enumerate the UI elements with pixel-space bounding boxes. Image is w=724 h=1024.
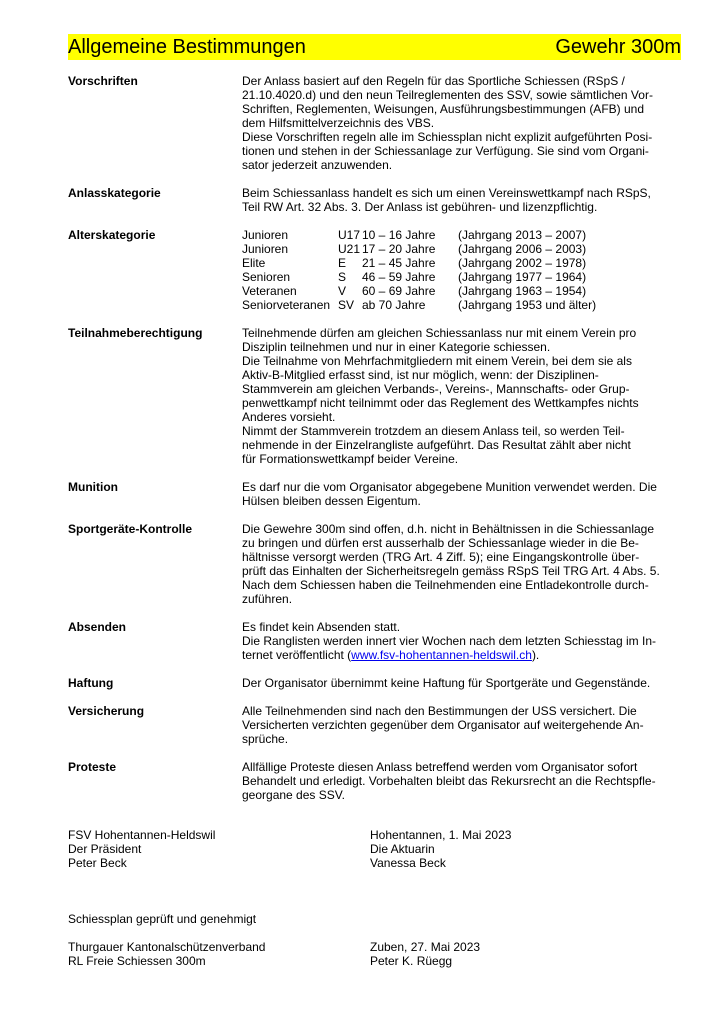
section-label: Alterskategorie bbox=[68, 228, 156, 242]
table-cell: Seniorveteranen bbox=[242, 298, 331, 312]
section-body bbox=[242, 522, 682, 606]
table-cell: (Jahrgang 2006 – 2003) bbox=[458, 242, 587, 256]
text-line: Alle Teilnehmenden sind nach den Bestimmungen der USS versichert. Die bbox=[242, 704, 637, 718]
text-line: penwettkampf nicht teilnimmt oder das Reglement des Wettkampfes nichts bbox=[242, 396, 639, 410]
text-fragment: ). bbox=[531, 648, 540, 662]
section-label: Sportgeräte-Kontrolle bbox=[68, 522, 193, 536]
signature-line: Vanessa Beck bbox=[370, 856, 446, 870]
section-label: Anlasskategorie bbox=[68, 186, 161, 200]
text-line: für Formationswettkampf beider Vereine. bbox=[242, 452, 459, 466]
table-cell: 17 – 20 Jahre bbox=[362, 242, 436, 256]
text-line: Der Organisator übernimmt keine Haftung für Sportgeräte und Gegenstände. bbox=[242, 676, 651, 690]
section-body bbox=[242, 620, 682, 662]
signature-line: Peter Beck bbox=[68, 856, 127, 870]
table-cell: S bbox=[338, 270, 347, 284]
table-cell: E bbox=[338, 256, 347, 270]
age-category-table bbox=[242, 228, 596, 312]
text-line: prüft das Einhalten der Sicherheitsregeln gemäss RSpS Teil TRG Art. 4 Abs. 5. bbox=[242, 564, 660, 578]
table-cell: Junioren bbox=[242, 228, 289, 242]
text-line: Aktiv-B-Mitglied erfasst sind, ist nur möglich, wenn: der Disziplinen- bbox=[242, 368, 599, 382]
text-line: Hülsen bleiben dessen Eigentum. bbox=[242, 494, 421, 508]
page-subtitle: Gewehr 300m bbox=[555, 36, 681, 58]
text-line: 21.10.4020.d) und den neun Teilreglementen des SSV, sowie sämtlichen Vor- bbox=[242, 88, 653, 102]
text-line: sator jederzeit anzuwenden. bbox=[242, 158, 393, 172]
table-cell: (Jahrgang 1953 und älter) bbox=[458, 298, 597, 312]
text-line: hältnisse versorgt werden (TRG Art. 4 Ziff. 5); eine Eingangskontrolle über- bbox=[242, 550, 640, 564]
text-line: Die Ranglisten werden innert vier Wochen nach dem letzten Schiesstag im In- bbox=[242, 634, 656, 648]
table-cell: 46 – 59 Jahre bbox=[362, 270, 436, 284]
text-line: Nach dem Schiessen haben die Teilnehmenden eine Entladekontrolle durch- bbox=[242, 578, 649, 592]
signature-line: RL Freie Schiessen 300m bbox=[68, 954, 206, 968]
signature-line: Die Aktuarin bbox=[370, 842, 435, 856]
table-row bbox=[242, 228, 596, 242]
text-line: tionen und stehen in der Schiessanlage zur Verfügung. Sie sind vom Organi- bbox=[242, 144, 649, 158]
section-body bbox=[242, 676, 682, 690]
text-line: Stammverein am gleichen Verbands-, Vereins-, Mannschafts- oder Grup- bbox=[242, 382, 630, 396]
text-line: Allfällige Proteste diesen Anlass betreffend werden vom Organisator sofort bbox=[242, 760, 638, 774]
approval-note bbox=[68, 912, 256, 926]
table-cell: 10 – 16 Jahre bbox=[362, 228, 436, 242]
section-label: Vorschriften bbox=[68, 74, 138, 88]
website-link[interactable]: www.fsv-hohentannen-heldswil.ch bbox=[351, 648, 532, 662]
text-line: Es darf nur die vom Organisator abgegebene Munition verwendet werden. Die bbox=[242, 480, 657, 494]
signature-approver bbox=[370, 940, 480, 968]
table-cell: ab 70 Jahre bbox=[362, 298, 426, 312]
section-body bbox=[242, 326, 682, 466]
text-line: georgane des SSV. bbox=[242, 788, 345, 802]
text-line: Es findet kein Absenden statt. bbox=[242, 620, 401, 634]
text-line bbox=[242, 648, 682, 662]
text-line: Anderes vorsieht. bbox=[242, 410, 336, 424]
section-body bbox=[242, 704, 682, 746]
section-label: Haftung bbox=[68, 676, 114, 690]
signature-line: Thurgauer Kantonalschützenverband bbox=[68, 940, 266, 954]
table-row bbox=[242, 284, 596, 298]
signature-line: Hohentannen, 1. Mai 2023 bbox=[370, 828, 512, 842]
table-cell: U17 bbox=[338, 228, 361, 242]
text-fragment: ternet veröffentlicht ( bbox=[242, 648, 352, 662]
section-label: Teilnahmeberechtigung bbox=[68, 326, 203, 340]
table-cell: Veteranen bbox=[242, 284, 297, 298]
text-line: Teil RW Art. 32 Abs. 3. Der Anlass ist gebühren- und lizenzpflichtig. bbox=[242, 200, 598, 214]
section-label: Absenden bbox=[68, 620, 127, 634]
signature-line: Peter K. Rüegg bbox=[370, 954, 453, 968]
text-line: dem Hilfsmittelverzeichnis des VBS. bbox=[242, 116, 435, 130]
signature-secretary bbox=[370, 828, 511, 870]
text-line: sprüche. bbox=[242, 732, 289, 746]
text-line: Schriften, Reglementen, Weisungen, Ausführungsbestimmungen (AFB) und bbox=[242, 102, 644, 116]
table-cell: SV bbox=[338, 298, 355, 312]
text-line: Beim Schiessanlass handelt es sich um einen Vereinswettkampf nach RSpS, bbox=[242, 186, 651, 200]
signature-line: Der Präsident bbox=[68, 842, 142, 856]
section-label: Versicherung bbox=[68, 704, 145, 718]
section-body bbox=[242, 186, 682, 214]
signature-line: Zuben, 27. Mai 2023 bbox=[370, 940, 481, 954]
page-title: Allgemeine Bestimmungen bbox=[68, 36, 306, 58]
table-cell: (Jahrgang 2013 – 2007) bbox=[458, 228, 587, 242]
table-cell: Junioren bbox=[242, 242, 289, 256]
text-line: Teilnehmende dürfen am gleichen Schiessanlass nur mit einem Verein pro bbox=[242, 326, 637, 340]
approval-text: Schiessplan geprüft und genehmigt bbox=[68, 912, 257, 926]
table-cell: V bbox=[338, 284, 347, 298]
page-header bbox=[68, 34, 681, 60]
section-body bbox=[242, 760, 682, 802]
signature-line: FSV Hohentannen-Heldswil bbox=[68, 828, 216, 842]
table-cell: (Jahrgang 1963 – 1954) bbox=[458, 284, 587, 298]
text-line: Der Anlass basiert auf den Regeln für das Sportliche Schiessen (RSpS / bbox=[242, 74, 625, 88]
text-line: zu bringen und dürfen erst ausserhalb der Schiessanlage wieder in die Be- bbox=[242, 536, 639, 550]
text-line: Behandelt und erledigt. Vorbehalten bleibt das Rekursrecht an die Rechtspfle- bbox=[242, 774, 656, 788]
signature-association bbox=[68, 940, 265, 968]
text-line: nehmende in der Einzelrangliste aufgeführt. Das Resultat zählt aber nicht bbox=[242, 438, 631, 452]
text-line: Diese Vorschriften regeln alle im Schiessplan nicht explizit aufgeführten Posi- bbox=[242, 130, 653, 144]
section-label: Munition bbox=[68, 480, 118, 494]
table-cell: Elite bbox=[242, 256, 266, 270]
text-line: Versicherten verzichten gegenüber dem Organisator auf weitergehende An- bbox=[242, 718, 644, 732]
text-line: Disziplin teilnehmen und nur in einer Kategorie schiessen. bbox=[242, 340, 551, 354]
section-body bbox=[242, 74, 682, 172]
section-body bbox=[242, 480, 682, 508]
table-cell: U21 bbox=[338, 242, 361, 256]
section-label: Proteste bbox=[68, 760, 117, 774]
text-line: Die Gewehre 300m sind offen, d.h. nicht in Behältnissen in die Schiessanlage bbox=[242, 522, 655, 536]
table-cell: (Jahrgang 2002 – 1978) bbox=[458, 256, 587, 270]
signature-club bbox=[68, 828, 215, 870]
table-row bbox=[242, 256, 596, 270]
table-cell: Senioren bbox=[242, 270, 291, 284]
text-line: zuführen. bbox=[242, 592, 293, 606]
table-row bbox=[242, 298, 596, 312]
text-line: Nimmt der Stammverein trotzdem an diesem Anlass teil, so werden Teil- bbox=[242, 424, 625, 438]
table-row bbox=[242, 270, 596, 284]
table-cell: 21 – 45 Jahre bbox=[362, 256, 436, 270]
table-cell: (Jahrgang 1977 – 1964) bbox=[458, 270, 587, 284]
table-row bbox=[242, 242, 596, 256]
table-cell: 60 – 69 Jahre bbox=[362, 284, 436, 298]
text-line: Die Teilnahme von Mehrfachmitgliedern mit einem Verein, bei dem sie als bbox=[242, 354, 632, 368]
